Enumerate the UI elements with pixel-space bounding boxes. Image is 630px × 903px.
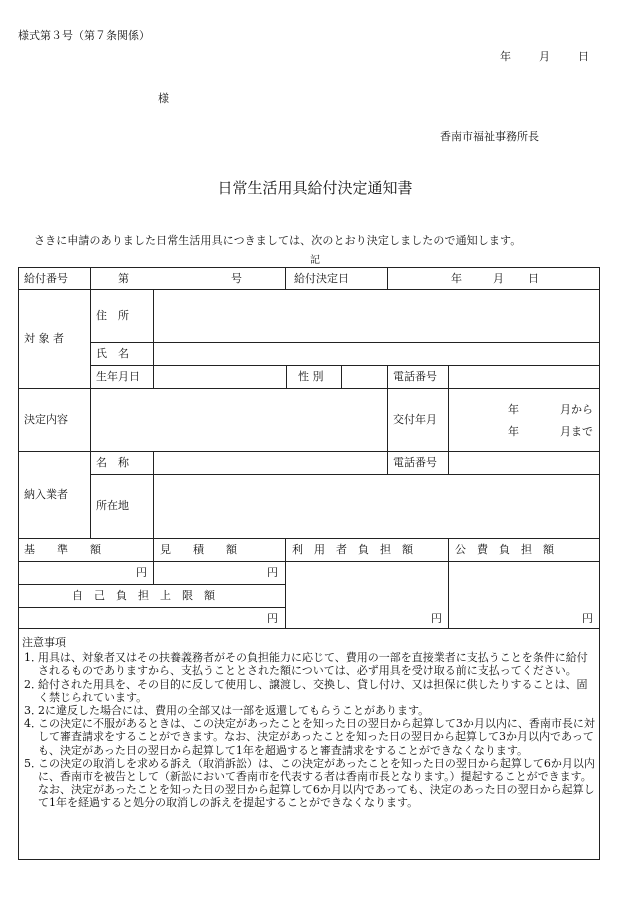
kettei-naiyo-label: 決定内容	[24, 413, 68, 426]
kofu-from-year-label: 年	[508, 403, 519, 416]
kettei-year-label: 年	[451, 272, 462, 285]
intro-text: さきに申請のありました日常生活用具につきましては、次のとおり決定しましたので通知します。	[34, 234, 522, 247]
note-number: 3．	[24, 704, 42, 718]
date-month-label: 月	[539, 50, 550, 63]
note-text: 2に違反した場合には、費用の全部又は一部を返還してもらうことがあります。	[38, 704, 430, 718]
form-number: 様式第３号（第７条関係）	[18, 29, 150, 42]
gyosha-denwa-label: 電話番号	[393, 456, 437, 469]
kofu-nengetsu-label: 交付年月	[393, 413, 437, 426]
kettei-day-label: 日	[528, 272, 539, 285]
note-number: 4．	[24, 717, 42, 731]
issuer-name: 香南市福祉事務所長	[440, 130, 539, 143]
mitsumori-gaku-label: 見 積 額	[160, 543, 237, 556]
addressee-suffix: 様	[158, 92, 169, 105]
note-item	[22, 704, 598, 717]
meisho-label: 名 称	[96, 456, 129, 469]
note-text: 用具は、対象者又はその扶養義務者がその負担能力に応じて、費用の一部を直接業者に支払うことを条件に給付されるものでありますから、支払うこととされた額については、必ず用具を受け取る前に支払ってください。	[38, 651, 588, 678]
note-text: この決定の取消しを求める訴え（取消訴訟）は、この決定があったことを知った日の翌日から起算して6か月以内に、香南市を被告として（新訟において香南市を代表する者は香南市長となります。）提起することができます。なお、決定があったことを知った日の翌日から起算して6か月以内であっても、決定のあった日の翌日から起算して1年を経過すると処分の取消しの訴えを提起することができなくなります。	[38, 756, 595, 810]
go-label: 号	[231, 272, 242, 285]
riyosha-futan-label: 利 用 者 負 担 額	[292, 543, 413, 556]
note-text: 給付された用具を、その目的に反して使用し、譲渡し、交換し、貸し付け、又は担保に供したりすることは、固く禁じられています。	[38, 677, 588, 704]
note-item	[22, 678, 598, 704]
kofu-to-year-label: 年	[508, 425, 519, 438]
note-number: 2．	[24, 677, 42, 691]
kettei-month-label: 月	[493, 272, 504, 285]
note-number: 1．	[24, 651, 42, 665]
note-item	[22, 757, 598, 810]
note-text: この決定に不服があるときは、この決定があったことを知った日の翌日から起算して3か月以内に、香南市長に対して審査請求をすることができます。なお、決定があったことを知った日の翌日から起算して3か月以内であっても、決定があった日の翌日から起算して1年を超過すると審査請求をすることができなくなります。	[38, 717, 595, 757]
denwa-label: 電話番号	[393, 370, 437, 383]
notes-section	[22, 636, 598, 810]
mitsumori-yen: 円	[267, 566, 278, 579]
date-year-label: 年	[500, 50, 511, 63]
shimei-label: 氏 名	[96, 347, 129, 360]
kofu-to-month-label: 月まで	[560, 425, 593, 438]
nonyu-gyosha-label: 納入業者	[24, 488, 68, 501]
dai-label: 第	[118, 272, 129, 285]
kohi-yen: 円	[582, 612, 593, 625]
shozaichi-label: 所在地	[96, 499, 129, 512]
date-day-label: 日	[578, 50, 589, 63]
taishosha-label: 対 象 者	[24, 332, 64, 345]
ki-mark: 記	[310, 255, 320, 266]
note-number: 5．	[24, 756, 42, 770]
document-title: 日常生活用具給付決定通知書	[217, 179, 413, 197]
note-item	[22, 651, 598, 677]
kyufu-kettei-bi-label: 給付決定日	[294, 272, 349, 285]
seibetsu-label: 性 別	[298, 370, 324, 383]
seinengappi-label: 生年月日	[96, 370, 140, 383]
kyufu-bango-label: 給付番号	[24, 272, 68, 285]
kijun-yen: 円	[136, 566, 147, 579]
kofu-from-month-label: 月から	[560, 403, 593, 416]
jusho-label: 住 所	[96, 309, 129, 322]
note-item	[22, 717, 598, 757]
jiko-futan-yen: 円	[267, 612, 278, 625]
notes-heading: 注意事項	[22, 636, 66, 649]
jiko-futan-jogen-label: 自 己 負 担 上 限 額	[72, 589, 215, 602]
kohi-futan-label: 公 費 負 担 額	[455, 543, 554, 556]
kijun-gaku-label: 基 準 額	[24, 543, 101, 556]
riyosha-yen: 円	[431, 612, 442, 625]
